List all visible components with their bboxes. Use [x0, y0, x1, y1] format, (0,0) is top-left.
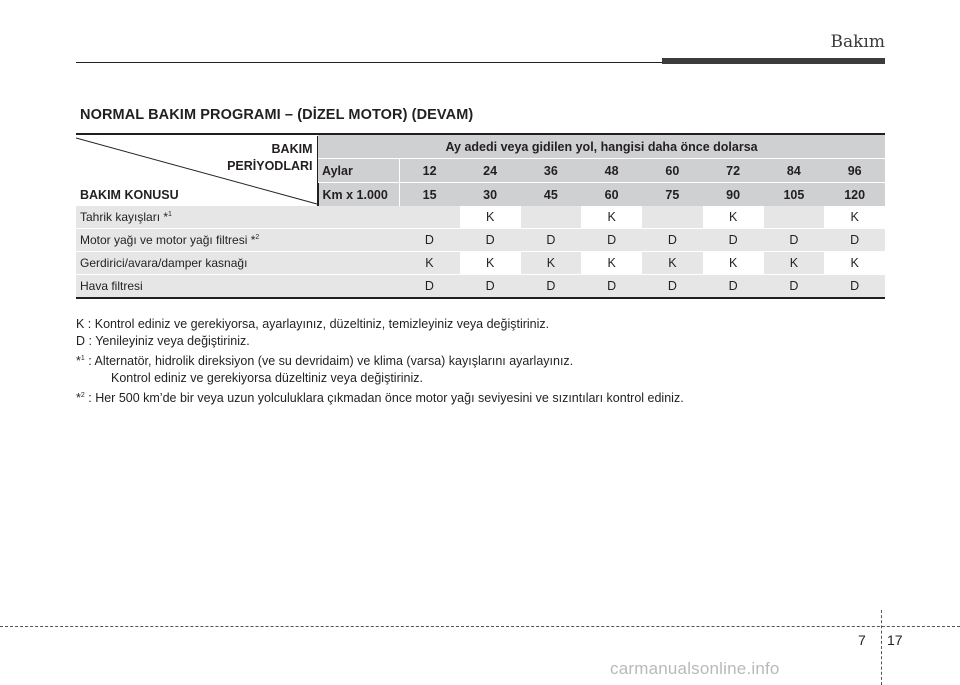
schedule-cell: D — [764, 229, 825, 252]
note-1-cont: Kontrol ediniz ve gerekiyorsa düzeltiniz veya değiştiriniz. — [111, 371, 423, 385]
schedule-cell: K — [850, 210, 859, 224]
months-value: 60 — [642, 159, 703, 183]
km-value: 60 — [581, 183, 642, 207]
schedule-cell: K — [460, 252, 521, 275]
row-item-label: Hava filtresi — [80, 279, 143, 293]
row-item-footnote: 1 — [168, 211, 172, 218]
schedule-cell: K — [764, 252, 825, 275]
schedule-cell: K — [485, 210, 495, 224]
schedule-cell — [642, 206, 703, 229]
maintenance-table — [76, 133, 885, 299]
schedule-cell: K — [824, 252, 885, 275]
schedule-cell: D — [824, 275, 885, 299]
table-row — [76, 206, 885, 229]
note-1 — [76, 350, 684, 370]
schedule-cell: K — [642, 252, 703, 275]
note-1-mark: * — [76, 354, 81, 368]
months-value: 48 — [581, 159, 642, 183]
corner-header-cell — [76, 134, 318, 206]
row-item-label: Gerdirici/avara/damper kasnağı — [80, 256, 248, 270]
page-divider — [881, 610, 882, 685]
schedule-cell: D — [703, 229, 764, 252]
km-value: 45 — [521, 183, 582, 207]
page-chapter: 7 — [858, 632, 866, 648]
km-value: 30 — [460, 183, 521, 207]
months-value: 24 — [460, 159, 521, 183]
row-item — [76, 252, 399, 275]
schedule-cell: K — [607, 210, 616, 224]
note-2-mark: * — [76, 391, 81, 405]
km-value: 120 — [824, 183, 885, 207]
schedule-cell: D — [521, 229, 582, 252]
note-k: K : Kontrol ediniz ve gerekiyorsa, ayarlayınız, düzeltiniz, temizleyiniz veya değiştiriniz. — [76, 317, 550, 331]
page-number: 17 — [887, 632, 903, 648]
schedule-cell: K — [521, 252, 582, 275]
schedule-cell: D — [824, 229, 885, 252]
km-value: 105 — [764, 183, 825, 207]
schedule-cell: K — [728, 210, 738, 224]
note-d: D : Yenileyiniz veya değiştiriniz. — [76, 334, 250, 348]
schedule-cell: D — [399, 275, 460, 299]
schedule-cell — [764, 206, 825, 229]
schedule-cell: D — [581, 229, 642, 252]
schedule-cell: K — [703, 252, 764, 275]
schedule-cell — [399, 206, 460, 229]
header-rule-thin — [76, 62, 664, 63]
note-1-sup: 1 — [80, 355, 85, 362]
note-2-text: : Her 500 km’de bir veya uzun yolculuklara çıkmadan önce motor yağı seviyesini ve sızıntıları kontrol ediniz. — [84, 391, 684, 405]
months-value: 12 — [399, 159, 460, 183]
table-title: NORMAL BAKIM PROGRAMI – (DİZEL MOTOR) (DEVAM) — [80, 107, 474, 123]
header-rule-thick — [662, 58, 885, 64]
months-value: 36 — [521, 159, 582, 183]
km-value: 75 — [642, 183, 703, 207]
km-value: 90 — [703, 183, 764, 207]
schedule-cell: D — [460, 275, 521, 299]
schedule-cell: D — [703, 275, 764, 299]
row-item-footnote: 2 — [255, 234, 260, 241]
schedule-cell: K — [399, 252, 460, 275]
watermark: carmanualsonline.info — [610, 659, 780, 678]
table-row — [76, 252, 885, 275]
schedule-cell: D — [642, 229, 703, 252]
months-value: 84 — [764, 159, 825, 183]
corner-label-subject: BAKIM KONUSU — [80, 187, 179, 202]
schedule-cell: D — [460, 229, 521, 252]
corner-label-periods-1: BAKIM — [271, 141, 313, 156]
row-item — [76, 275, 399, 299]
section-title: Bakım — [830, 32, 885, 52]
footer-rule — [0, 626, 960, 627]
corner-label-periods-2: PERİYODLARI — [227, 158, 313, 173]
row-item-label: Tahrik kayışları * — [80, 210, 169, 224]
schedule-cell — [521, 206, 582, 229]
note-2-sup: 2 — [80, 392, 85, 399]
table-row — [76, 229, 885, 252]
note-1-text: : Alternatör, hidrolik direksiyon (ve su devridaim) ve klima (varsa) kayışlarını ayarlayınız. — [84, 354, 574, 368]
note-2 — [76, 387, 684, 407]
row-item — [76, 206, 399, 229]
schedule-cell: D — [521, 275, 582, 299]
notes — [76, 316, 684, 407]
schedule-cell: K — [581, 252, 642, 275]
schedule-cell: D — [642, 275, 703, 299]
months-value: 96 — [824, 159, 885, 183]
schedule-cell: D — [764, 275, 825, 299]
schedule-cell: D — [399, 229, 460, 252]
table-row — [76, 275, 885, 299]
row-item — [76, 229, 399, 252]
km-value: 15 — [399, 183, 460, 207]
row-item-label: Motor yağı ve motor yağı filtresi * — [80, 233, 256, 247]
km-label: Km x 1.000 — [318, 183, 399, 207]
months-value: 72 — [703, 159, 764, 183]
span-header: Ay adedi veya gidilen yol, hangisi daha önce dolarsa — [318, 134, 885, 159]
schedule-cell: D — [581, 275, 642, 299]
months-label: Aylar — [318, 159, 399, 183]
